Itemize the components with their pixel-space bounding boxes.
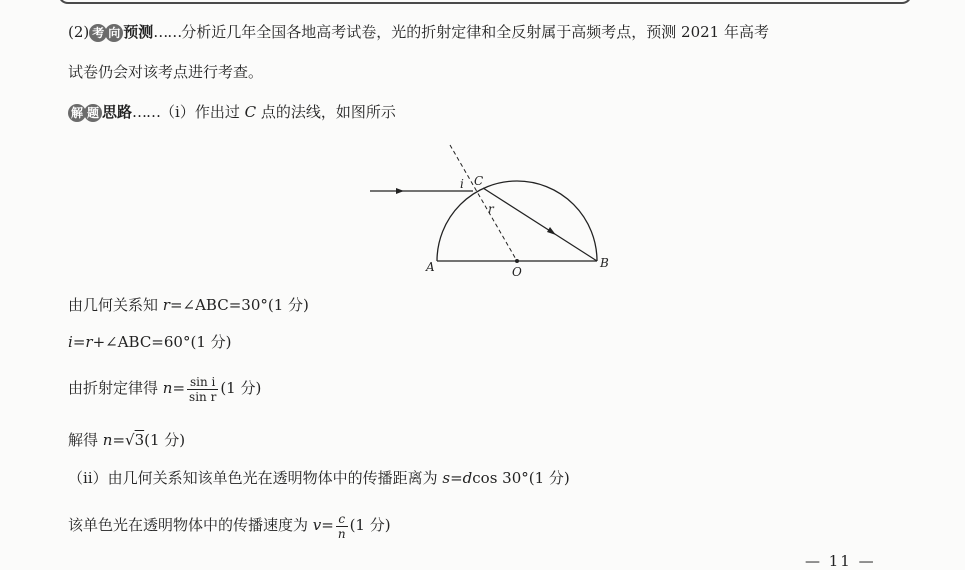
center-point (515, 259, 519, 263)
eq2-var-i: i (68, 333, 73, 351)
solution-heading-line (68, 102, 396, 122)
eq2-var-r: r (85, 333, 93, 351)
equation-1 (68, 295, 309, 315)
eq3-denominator: sin r (189, 389, 217, 404)
badge-ti: 题 (84, 104, 102, 122)
eq2-rest: +∠ABC=60°(1 分) (92, 333, 232, 351)
refracted-arrow (547, 227, 556, 235)
eq5-eq: = (450, 469, 463, 487)
eq4-text: 解得 (68, 431, 103, 449)
prediction-text-cont: 试卷仍会对该考点进行考查。 (68, 63, 264, 81)
section-number: (2) (68, 23, 90, 41)
equation-4 (68, 430, 185, 450)
top-border (58, 0, 912, 4)
eq6-eq: = (321, 516, 334, 534)
eq4-radicand: 3 (134, 431, 145, 449)
equation-5 (68, 468, 570, 488)
solution-title: 思路 (102, 103, 133, 121)
eq6-score: (1 分) (349, 516, 391, 534)
eq2-eq: = (72, 333, 86, 351)
eq3-numerator: sin i (187, 375, 218, 390)
label-i: i (460, 177, 464, 191)
eq1-text: 由几何关系知 (68, 296, 163, 314)
prediction-line-1 (68, 22, 769, 42)
solution-part-i-rest: 点的法线，如图所示 (256, 103, 396, 121)
eq4-var: n (102, 431, 113, 449)
label-o: O (512, 265, 522, 279)
eq5-d: d (462, 469, 473, 487)
prediction-line-2 (68, 62, 263, 82)
refracted-ray (483, 188, 597, 261)
eq6-denominator: n (337, 526, 346, 541)
eq1-var: r (162, 296, 170, 314)
label-r: r (488, 202, 494, 216)
eq3-score: (1 分) (220, 379, 262, 397)
semicircle-arc (437, 181, 597, 261)
equation-2 (68, 332, 231, 352)
refraction-diagram (360, 140, 620, 280)
eq3-eq: = (172, 379, 186, 397)
equation-3 (68, 370, 261, 406)
badge-xiang: 向 (105, 24, 123, 42)
eq6-var: v (312, 516, 322, 534)
incident-arrow (396, 188, 404, 194)
eq3-var: n (162, 379, 173, 397)
eq4-score: (1 分) (144, 431, 186, 449)
eq6-fraction (336, 512, 348, 541)
eq3-fraction (187, 375, 218, 404)
leader-dots: …… (132, 103, 161, 121)
eq6-text: 该单色光在透明物体中的传播速度为 (68, 516, 313, 534)
equation-6 (68, 507, 391, 543)
badge-kao: 考 (89, 24, 107, 42)
solution-part-i: （ⅰ）作出过 (160, 103, 245, 121)
point-c-ref: C (244, 103, 257, 121)
eq5-text: （ⅱ）由几何关系知该单色光在透明物体中的传播距离为 (68, 469, 443, 487)
prediction-text: 分析近几年全国各地高考试卷，光的折射定律和全反射属于高频考点，预测 2021 年高考 (181, 23, 769, 41)
label-b: B (600, 256, 609, 270)
label-c: C (474, 174, 484, 188)
eq6-numerator: c (336, 512, 348, 527)
eq5-var: s (442, 469, 451, 487)
eq1-rest: =∠ABC=30°(1 分) (169, 296, 309, 314)
label-a: A (426, 260, 435, 274)
page-number: — 11 — (805, 552, 876, 570)
badge-jie: 解 (68, 104, 86, 122)
leader-dots: …… (153, 23, 182, 41)
prediction-title: 预测 (123, 23, 154, 41)
eq3-text: 由折射定律得 (68, 379, 163, 397)
eq4-eq: =√ (112, 431, 135, 449)
eq5-rest: cos 30°(1 分) (472, 469, 570, 487)
